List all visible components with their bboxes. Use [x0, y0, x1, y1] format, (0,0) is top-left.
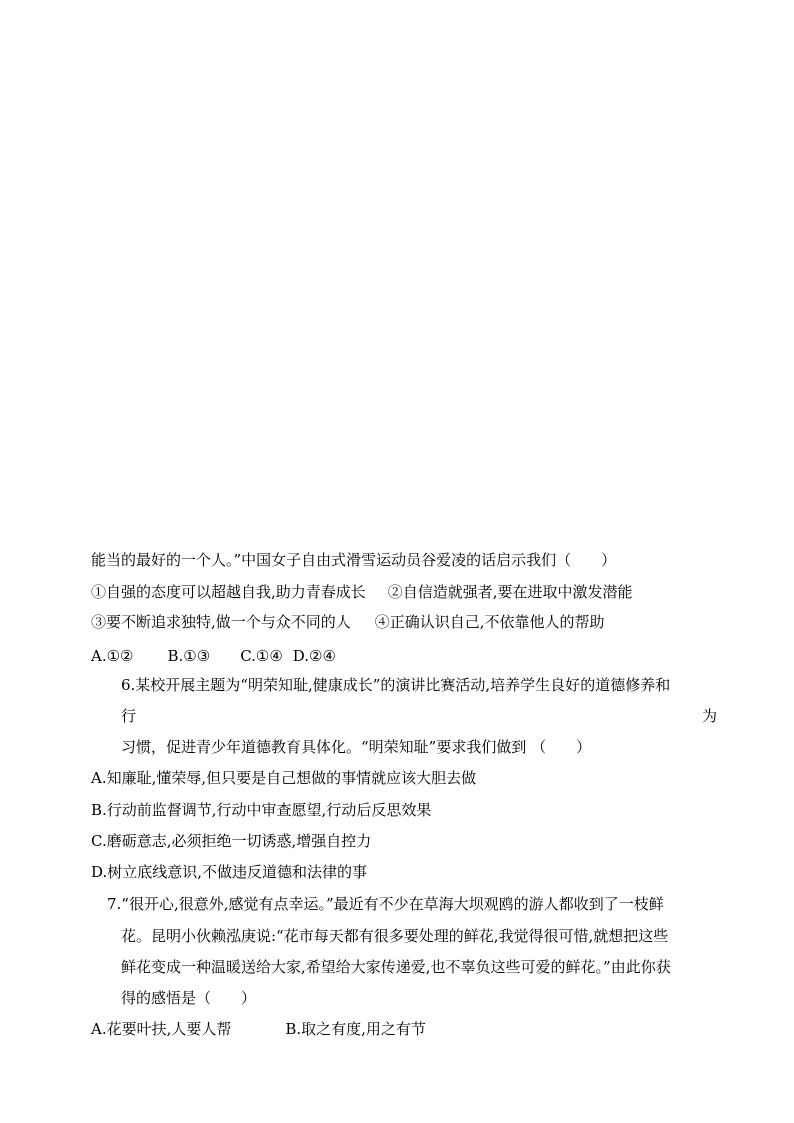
choice-a: A.①②: [91, 647, 134, 665]
question-5-choices: [91, 646, 336, 666]
choice-b: B.取之有度,用之有节: [285, 1020, 426, 1038]
choice-d: D.②④: [292, 647, 336, 665]
question-7-stem-line-1: 7.“很开心,很意外,感觉有点幸运。”最近有不少在草海大坝观鸥的游人都收到了一枝鲜: [107, 895, 664, 913]
choice-a: A.花要叶扶,人要人帮: [91, 1020, 232, 1038]
question-6-choice-d: D.树立底线意识,不做违反道德和法律的事: [91, 863, 368, 881]
choice-b: B.①③: [167, 647, 211, 665]
question-5-stem-tail: 能当的最好的一个人。”中国女子自由式滑雪运动员谷爱凌的话启示我们（ ）: [91, 551, 617, 569]
statement-1: ①自强的态度可以超越自我,助力青春成长: [91, 583, 366, 601]
statement-2: ②自信造就强者,要在进取中激发潜能: [387, 583, 633, 601]
statement-3: ③要不断追求独特,做一个与众不同的人: [91, 613, 351, 631]
question-6-stem-line-3: 习惯，促进青少年道德教育具体化。“明荣知耻”要求我们做到 （ ）: [121, 738, 592, 756]
justified-char-right: 为: [701, 707, 717, 725]
question-6-choice-a: A.知廉耻,懂荣辱,但只要是自己想做的事情就应该大胆去做: [91, 769, 477, 787]
question-7-stem-line-4: 得的感悟是（ ）: [121, 989, 257, 1007]
choice-c: C.①④: [240, 647, 283, 665]
justified-char-left: 行: [121, 707, 137, 725]
question-7-stem-line-2: 花。昆明小伙赖泓庚说:“花市每天都有很多要处理的鲜花,我觉得很可惜,就想把这些: [121, 927, 669, 945]
question-7-choices: [91, 1019, 426, 1039]
question-7-stem-line-3: 鲜花变成一种温暖送给大家,希望给大家传递爱,也不辜负这些可爱的鲜花。”由此你获: [121, 958, 671, 976]
question-6-stem-line-2: [121, 706, 717, 726]
question-6-stem-line-1: 6.某校开展主题为“明荣知耻,健康成长”的演讲比赛活动,培养学生良好的道德修养和: [121, 676, 671, 694]
question-6-choice-c: C.磨砺意志,必须拒绝一切诱惑,增强自控力: [91, 832, 372, 850]
question-5-statements-row-2: [91, 612, 605, 632]
question-5-statements-row-1: [91, 582, 633, 602]
question-6-choice-b: B.行动前监督调节,行动中审查愿望,行动后反思效果: [91, 801, 432, 819]
statement-4: ④正确认识自己,不依靠他人的帮助: [374, 613, 605, 631]
